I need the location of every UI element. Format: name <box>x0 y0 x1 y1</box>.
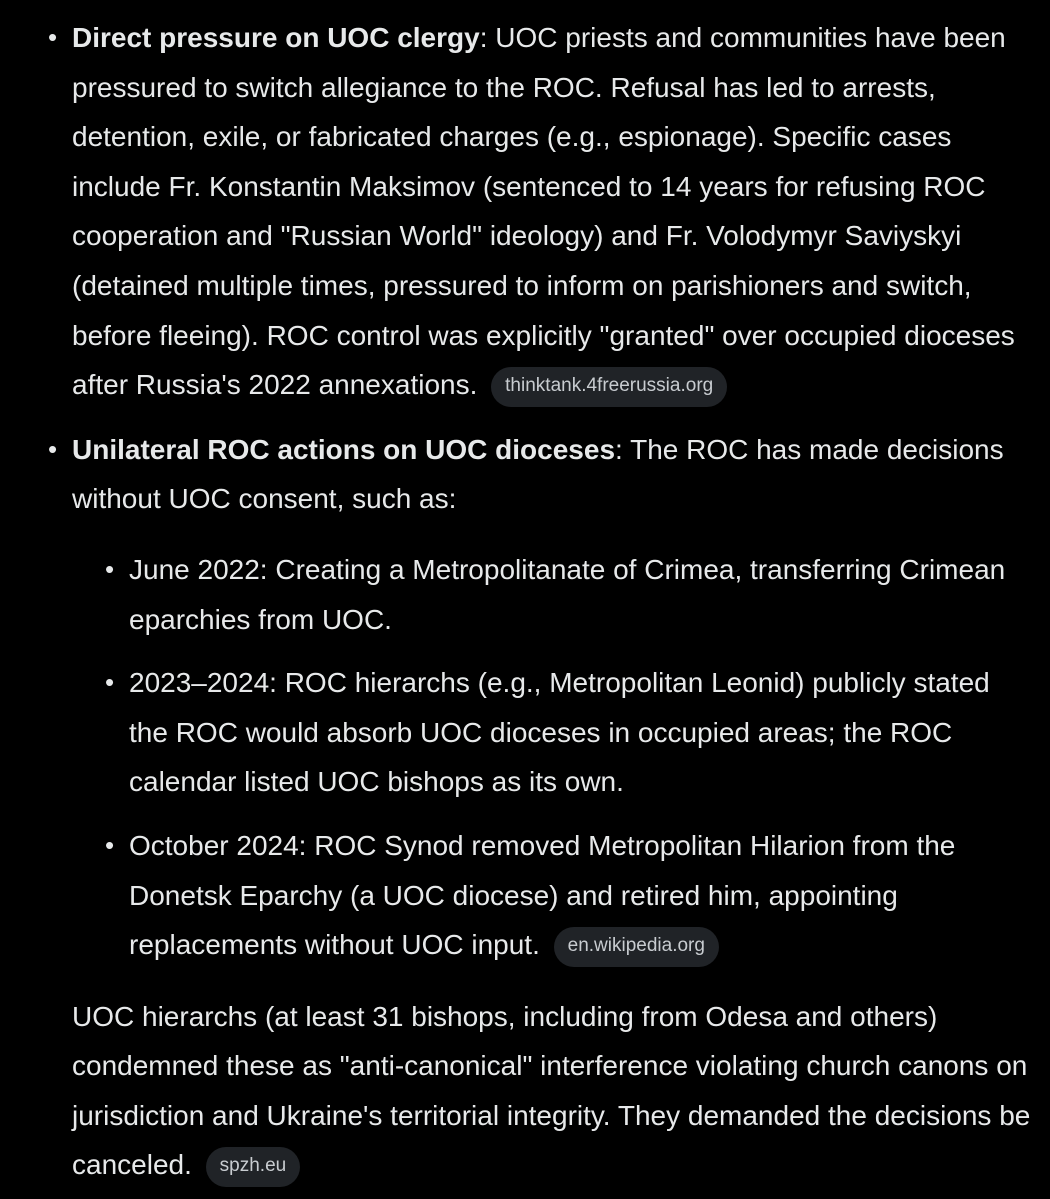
item-text: The ROC has made decisions without UOC consent, such as: <box>72 433 1004 515</box>
sub-list-item <box>105 821 1032 970</box>
sub-item-text: 2023–2024: ROC hierarchs (e.g., Metropolitan Leonid) publicly stated the ROC would absorb UOC dioceses in occupied areas; the ROC calendar listed UOC bishops as its own. <box>129 667 990 798</box>
item-text: UOC priests and communities have been pressured to switch allegiance to the ROC. Refusal has led to arrests, detention, exile, or fabricated charges (e.g., espionage). Specific cases include Fr. Konstantin Maksimov (sentenced to 14 years for refusing ROC cooperation and "Russian World" ideology) and Fr. Volodymyr Saviyskyi (detained multiple times, pressured to inform on parishioners and switch, before fleeing). ROC control was explicitly "granted" over occupied dioceses after Russia's 2022 annexations. <box>72 22 1015 401</box>
summary-paragraph <box>72 992 1032 1190</box>
bullet-icon: • <box>48 433 58 464</box>
item-separator: : <box>479 22 488 53</box>
list-item-unilateral-actions <box>48 425 1032 970</box>
list-item-direct-pressure <box>48 13 1032 410</box>
item-heading: Unilateral ROC actions on UOC dioceses <box>72 433 616 465</box>
sub-list-item <box>105 658 1032 807</box>
bullet-icon: • <box>105 553 115 584</box>
bullet-icon: • <box>105 667 115 698</box>
bullet-icon: • <box>105 829 115 860</box>
item-separator: : <box>615 433 623 465</box>
source-chip[interactable]: spzh.eu <box>206 1147 301 1187</box>
sub-list-item <box>105 545 1032 644</box>
summary-text: UOC hierarchs (at least 31 bishops, including from Odesa and others) condemned these as "anti-canonical" interference violating church canons on jurisdiction and Ukraine's territorial integrity. They demanded the decisions be canceled. <box>72 1000 1031 1181</box>
sub-list <box>72 545 1032 970</box>
source-chip[interactable]: thinktank.4freerussia.org <box>491 367 727 407</box>
bullet-icon: • <box>48 22 58 52</box>
sub-item-text: June 2022: Creating a Metropolitanate of Crimea, transferring Crimean eparchies from UOC. <box>129 553 1006 635</box>
sub-item-text: October 2024: ROC Synod removed Metropolitan Hilarion from the Donetsk Eparchy (a UOC diocese) and retired him, appointing replacements without UOC input. <box>129 829 956 961</box>
source-chip[interactable]: en.wikipedia.org <box>554 927 719 967</box>
item-heading: Direct pressure on UOC clergy <box>72 22 480 53</box>
